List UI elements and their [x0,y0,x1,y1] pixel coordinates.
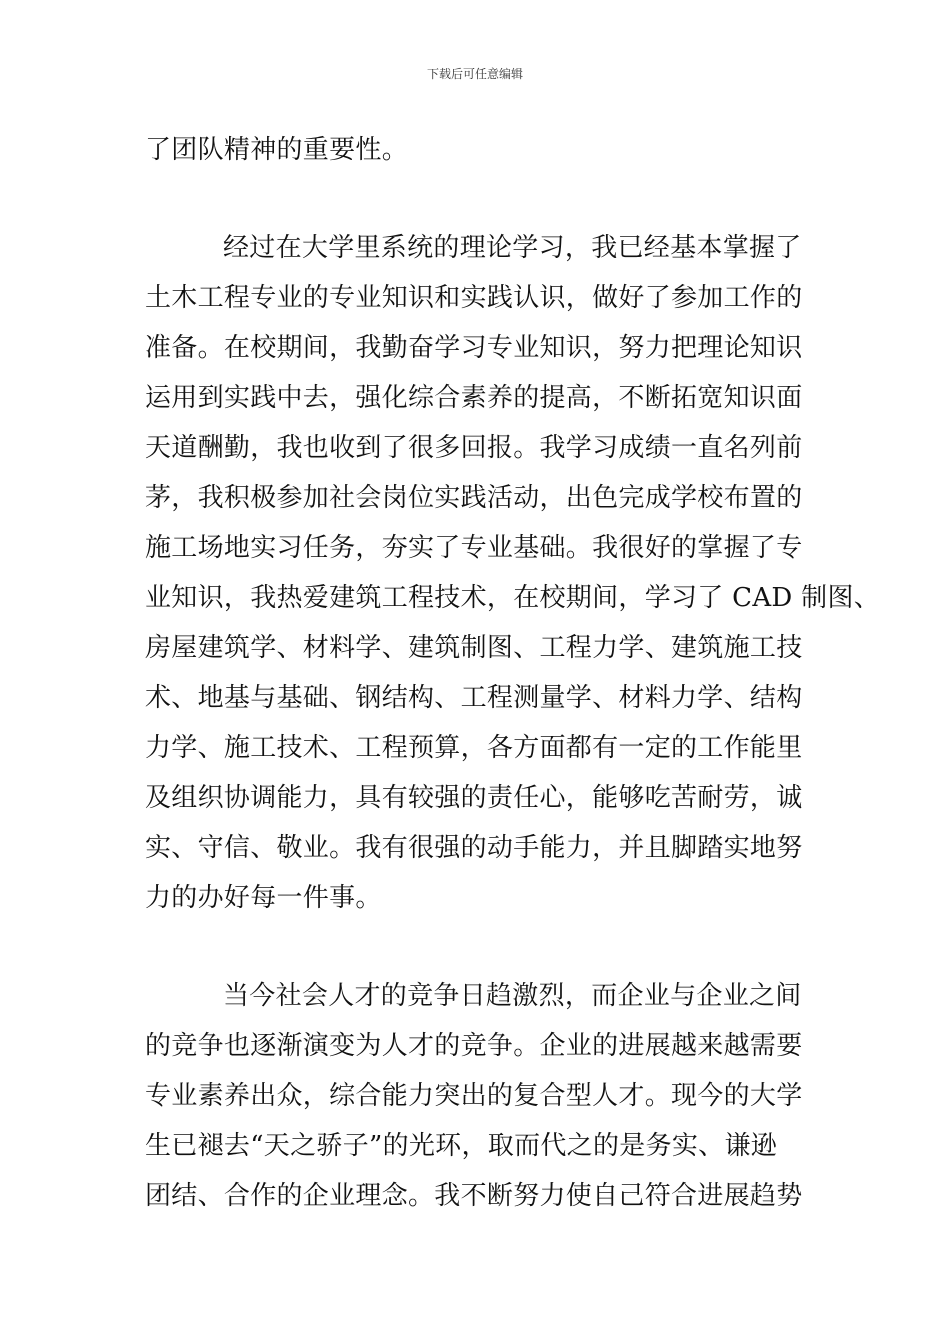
paragraph-gap [145,923,810,971]
text-line: 及组织协调能力，具有较强的责任心，能够吃苦耐劳，诚 [145,783,803,813]
text-line: 土木工程专业的专业知识和实践认识，做好了参加工作的 [145,283,803,313]
text-line: 了团队精神的重要性。 [145,135,409,165]
text-line: 施工场地实习任务，夯实了专业基础。我很好的掌握了专 [145,533,803,563]
text-line: 经过在大学里系统的理论学习，我已经基本掌握了 [223,233,802,263]
document-body [145,125,881,1221]
text-line: 生已褪去“天之骄子”的光环，取而代之的是务实、谦逊 [145,1131,778,1161]
text-line: 团结、合作的企业理念。我不断努力使自己符合进展趋势 [145,1181,803,1211]
text-line: 实、守信、敬业。我有很强的动手能力，并且脚踏实地努 [145,833,803,863]
text-line: 业知识，我热爱建筑工程技术，在校期间，学习了 CAD 制图、 [145,583,881,613]
text-line: 专业素养出众，综合能力突出的复合型人才。现今的大学 [145,1081,803,1111]
text-line: 运用到实践中去，强化综合素养的提高，不断拓宽知识面 [145,383,803,413]
page-header: 下载后可任意编辑 [426,67,523,81]
text-line: 天道酬勤，我也收到了很多回报。我学习成绩一直名列前 [145,433,803,463]
text-line: 茅，我积极参加社会岗位实践活动，出色完成学校布置的 [145,483,803,513]
text-line: 房屋建筑学、材料学、建筑制图、工程力学、建筑施工技 [145,633,803,663]
text-line: 的竞争也逐渐演变为人才的竞争。企业的进展越来越需要 [145,1031,803,1061]
text-line: 术、地基与基础、钢结构、工程测量学、材料力学、结构 [145,683,803,713]
text-line: 力学、施工技术、工程预算，各方面都有一定的工作能里 [145,733,803,763]
paragraph-3 [145,971,810,1221]
text-line: 当今社会人才的竞争日趋激烈，而企业与企业之间 [223,981,802,1011]
paragraph-2 [145,223,881,923]
text-line: 准备。在校期间，我勤奋学习专业知识，努力把理论知识 [145,333,803,363]
paragraph-gap [145,175,810,223]
text-line: 力的办好每一件事。 [145,883,382,913]
paragraph-1 [145,125,810,175]
